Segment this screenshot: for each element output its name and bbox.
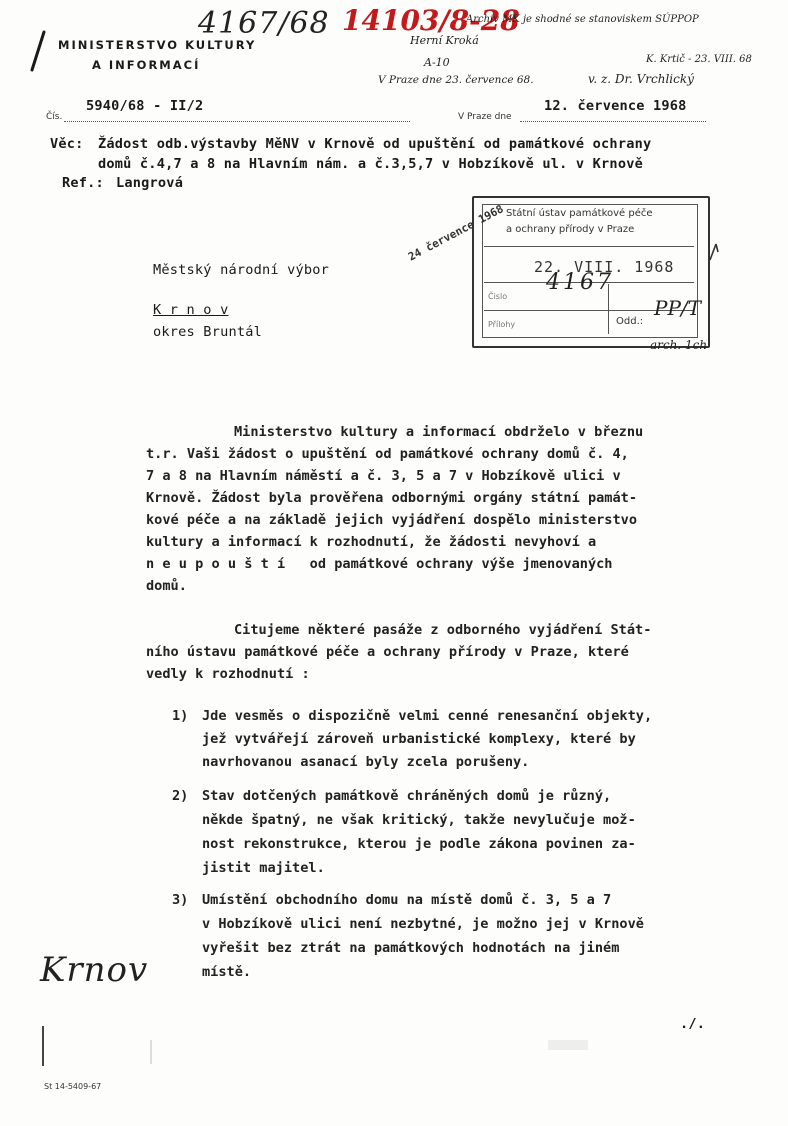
handwritten-file-ref: 4167/68: [198, 6, 330, 41]
ref-value: Langrová: [116, 175, 184, 191]
ministry-name-line-2: A INFORMACÍ: [92, 58, 201, 72]
stamp-row-label-cislo: Čislo: [488, 292, 508, 301]
handwritten-a10: A-10: [424, 56, 450, 69]
margin-stroke-mark: [26, 30, 48, 74]
faint-scan-smudge: [548, 1040, 588, 1050]
subject-label: Věc:: [50, 136, 84, 152]
list-item-number: 3): [172, 892, 189, 908]
stamp-dept-value: PP/T: [654, 296, 701, 320]
handwritten-note-top-right: Archiv MK je shodné se stanoviskem SÚPPOP: [466, 14, 699, 25]
side-date-stamp: 24 července 1968: [406, 202, 506, 264]
city-date-label: V Praze dne: [458, 112, 512, 122]
handwritten-initials: Herní Kroká: [410, 34, 479, 47]
list-item-line: vyřešit bez ztrát na památkových hodnotách na jiném: [202, 940, 620, 956]
paragraph-1-line: kové péče a na základě jejich vyjádření dospělo ministerstvo: [146, 512, 638, 528]
paragraph-1-line: t.r. Vaši žádost o upuštění od památkové ochrany domů č. 4,: [146, 446, 629, 462]
list-item-line: Stav dotčených památkově chráněných domů je různý,: [202, 788, 612, 804]
list-item-line: navrhovanou asanací byly zcela porušeny.: [202, 754, 530, 770]
handwritten-file-ref-red: 14103/8-28: [342, 4, 520, 37]
reference-number: 5940/68 - II/2: [86, 98, 204, 114]
stamp-institution-line-1: Státní ústav památkové péče: [506, 208, 653, 219]
cis-label: Čís.: [46, 112, 63, 122]
faint-scan-mark: [150, 1040, 152, 1064]
list-item-line: místě.: [202, 964, 252, 980]
stamp-received-number: 4167: [546, 270, 614, 295]
list-item-number: 2): [172, 788, 189, 804]
paragraph-1-line: Krnově. Žádost byla prověřena odbornými orgány státní památ-: [146, 490, 638, 506]
paragraph-1-line: kultury a informací k rozhodnutí, že žádosti nevyhoví a: [146, 534, 597, 550]
ministry-name-line-1: MINISTERSTVO KULTURY: [58, 38, 257, 52]
handwritten-praze-note: V Praze dne 23. července 68.: [378, 74, 534, 86]
list-item-line: jež vytvářejí zároveň urbanistické komplexy, které by: [202, 731, 636, 747]
paragraph-1-line: domů.: [146, 578, 187, 594]
addressee-line-1: Městský národní výbor: [153, 262, 330, 278]
list-item-line: někde špatný, ne však kritický, takže nevylučuje mož-: [202, 812, 636, 828]
margin-handwriting-krnov: Krnov: [40, 950, 149, 990]
stamp-hand-note: arch. 1ch: [650, 338, 708, 352]
stamp-row-label-prilohy: Přílohy: [488, 320, 516, 329]
list-item-line: v Hobzíkově ulici není nezbytné, je možno jej v Krnově: [202, 916, 644, 932]
list-item-line: Umístění obchodního domu na místě domů č. 3, 5 a 7: [202, 892, 612, 908]
list-item-number: 1): [172, 708, 189, 724]
document-date: 12. července 1968: [544, 98, 687, 114]
continuation-mark: ./.: [680, 1016, 706, 1032]
list-item-line: jistit majitel.: [202, 860, 325, 876]
stamp-received-date: 22. VIII. 1968: [534, 258, 675, 276]
paragraph-1-line: Ministerstvo kultury a informací obdrželo v březnu: [234, 424, 644, 440]
handwritten-signature: v. z. Dr. Vrchlický: [588, 72, 694, 86]
paragraph-1-line: n e u p o u š t í od památkové ochrany výše jmenovaných: [146, 556, 613, 572]
binding-line-mark: [42, 1026, 44, 1066]
stamp-dept-label: Odd.:: [616, 316, 644, 327]
addressee-line-2: K r n o v: [153, 302, 229, 318]
date-dotted-line: [520, 121, 706, 122]
stamp-institution-line-2: a ochrany přírody v Praze: [506, 224, 635, 235]
addressee-line-3: okres Bruntál: [153, 324, 262, 340]
ref-label: Ref.:: [62, 175, 104, 191]
subject-line-2: domů č.4,7 a 8 na Hlavním nám. a č.3,5,7 v Hobzíkově ul. v Krnově: [98, 156, 643, 172]
stamp-check-mark: [706, 238, 726, 266]
handwritten-krtic: K. Krtič - 23. VIII. 68: [646, 54, 752, 65]
paragraph-2-line: ního ústavu památkové péče a ochrany přírody v Praze, které: [146, 644, 629, 660]
list-item-line: Jde vesměs o dispozičně velmi cenné renesanční objekty,: [202, 708, 653, 724]
paragraph-2-line: Citujeme některé pasáže z odborného vyjádření Stát-: [234, 622, 652, 638]
stamp-divider-1: [484, 246, 694, 247]
subject-line-1: Žádost odb.výstavby MěNV v Krnově od upuštění od památkové ochrany: [98, 136, 652, 152]
paragraph-1-line: 7 a 8 na Hlavním náměstí a č. 3, 5 a 7 v Hobzíkově ulici v: [146, 468, 621, 484]
paragraph-2-line: vedly k rozhodnutí :: [146, 666, 310, 682]
form-code: St 14-5409-67: [44, 1082, 102, 1091]
cis-dotted-line: [64, 121, 410, 122]
list-item-line: nost rekonstrukce, kterou je podle zákona povinen za-: [202, 836, 636, 852]
